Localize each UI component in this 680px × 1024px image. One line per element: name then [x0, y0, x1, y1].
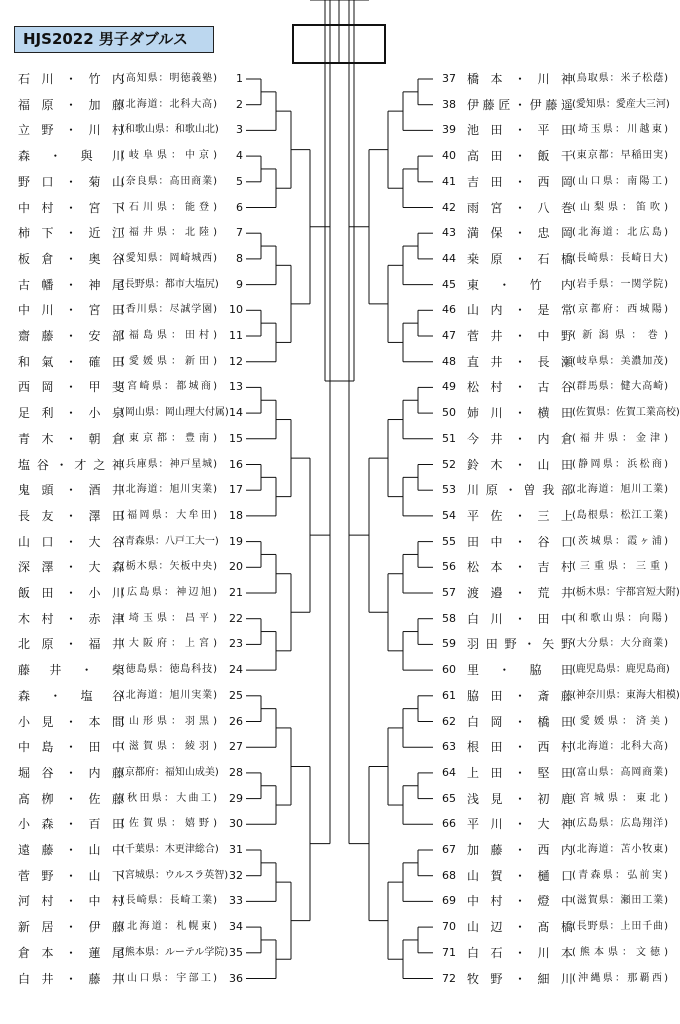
seed-number: 63: [442, 740, 456, 754]
right-entry-40: [0, 147, 680, 165]
seed-number: 65: [442, 791, 456, 805]
school-name: (三重県：三重): [572, 561, 668, 573]
school-name: (和歌山県：向陽): [572, 612, 668, 624]
school-name: (岡山県：岡山理大付属): [121, 407, 229, 419]
seed-number: 31: [229, 843, 243, 856]
seed-number: 17: [229, 483, 243, 497]
player-names: 川原・曽我部: [467, 483, 573, 498]
school-name: (大分県：大分商業): [572, 638, 668, 650]
player-names: 立野・川村: [18, 123, 124, 138]
seed-number: 4: [236, 149, 243, 163]
right-entry-44: [0, 250, 680, 268]
seed-number: 53: [442, 483, 456, 497]
seed-number: 24: [229, 663, 243, 677]
school-name: (埼玉県：川越東): [572, 124, 668, 136]
player-names: 里・脇田: [467, 663, 573, 678]
school-name: (沖縄県：那覇西): [572, 972, 668, 984]
school-name: (島根県：松江工業): [572, 509, 668, 521]
seed-number: 5: [236, 174, 243, 188]
player-names: 満保・忠岡: [467, 226, 573, 241]
player-names: 髙栁・佐藤: [18, 791, 124, 806]
player-names: 高田・飯干: [467, 149, 573, 164]
player-names: 浅見・初鹿: [467, 791, 573, 806]
school-name: (青森県：八戸工大一): [121, 535, 219, 547]
school-name: (長野県：上田千曲): [572, 921, 668, 933]
seed-number: 58: [442, 611, 456, 625]
right-entry-38: [0, 96, 680, 114]
player-names: 松本・吉村: [467, 560, 573, 575]
seed-number: 32: [229, 868, 243, 882]
player-names: 小見・本間: [18, 714, 124, 729]
player-names: 板倉・奥谷: [18, 251, 124, 266]
seed-number: 56: [442, 560, 456, 574]
player-names: 桒原・石橋: [467, 251, 573, 266]
seed-number: 50: [442, 406, 456, 420]
school-name: (栃木県：矢板中央): [121, 561, 217, 573]
school-name: (長崎県：長崎日大): [572, 252, 668, 264]
school-name: (福岡県：大牟田): [121, 509, 217, 521]
school-name: (北海道：旭川実業): [121, 689, 217, 701]
seed-number: 72: [442, 971, 456, 985]
seed-number: 16: [229, 457, 243, 471]
seed-number: 62: [442, 714, 456, 728]
player-names: 木村・赤津: [18, 611, 124, 626]
player-names: 古幡・神尾: [18, 277, 124, 292]
seed-number: 20: [229, 560, 243, 574]
right-entry-61: [0, 687, 680, 705]
school-name: (山口県：宇部工): [121, 972, 217, 984]
seed-number: 14: [229, 406, 243, 420]
player-names: 松村・古谷: [467, 380, 573, 395]
school-name: (福島県：田村): [121, 330, 217, 341]
player-names: 山辺・髙橋: [467, 920, 573, 935]
seed-number: 61: [442, 688, 456, 702]
right-entry-62: [0, 713, 680, 731]
right-entry-64: [0, 764, 680, 782]
player-names: 田中・谷口: [467, 534, 573, 549]
school-name: (高知県：明徳義塾): [121, 73, 217, 84]
player-names: 藤井・柴: [18, 663, 124, 678]
seed-number: 9: [236, 277, 243, 291]
school-name: (滋賀県：綾羽): [121, 741, 217, 753]
right-entry-68: [0, 867, 680, 885]
player-names: 新居・伊藤: [18, 920, 124, 935]
school-name: (福井県：北陸): [121, 227, 217, 239]
school-name: (愛知県：愛産大三河): [572, 98, 670, 110]
right-entry-52: [0, 456, 680, 474]
seed-number: 38: [442, 97, 456, 111]
seed-number: 69: [442, 894, 456, 908]
player-names: 西岡・甲斐: [18, 380, 124, 395]
seed-number: 48: [442, 354, 456, 368]
seed-number: 36: [229, 971, 243, 985]
school-name: (北海道：北科大高): [121, 98, 217, 110]
school-name: (岐阜県：中京): [121, 150, 217, 162]
player-names: 橋本・川神: [467, 72, 573, 86]
player-names: 今井・内倉: [467, 431, 573, 446]
school-name: (兵庫県：神戸星城): [121, 458, 217, 470]
player-names: 倉本・蓮尾: [18, 945, 124, 960]
school-name: (長野県：都市大塩尻): [121, 278, 219, 290]
player-names: 吉田・西岡: [467, 174, 573, 189]
school-name: (秋田県：大曲工): [121, 792, 217, 804]
player-names: 渡邉・荒井: [467, 586, 573, 600]
seed-number: 51: [442, 431, 456, 445]
seed-number: 42: [442, 200, 456, 214]
school-name: (山梨県：笛吹): [572, 201, 668, 213]
right-entry-63: [0, 738, 680, 756]
seed-number: 8: [236, 251, 243, 265]
school-name: (北海道：北科大高): [572, 741, 668, 753]
seed-number: 64: [442, 765, 456, 779]
right-entry-65: [0, 790, 680, 808]
player-names: 白岡・橋田: [467, 714, 573, 729]
right-entry-49: [0, 378, 680, 396]
right-entry-59: [0, 635, 680, 653]
school-name: (北海道：苫小牧東): [572, 844, 668, 855]
school-name: (北海道：札幌東): [121, 921, 217, 933]
player-names: 中川・宮田: [18, 303, 124, 318]
right-entry-71: [0, 944, 680, 962]
right-entry-66: [0, 815, 680, 833]
player-names: 加藤・西内: [467, 843, 573, 857]
right-entry-48: [0, 353, 680, 371]
right-entry-67: [0, 841, 680, 859]
school-name: (広島県：神辺旭): [121, 587, 217, 598]
seed-number: 28: [229, 765, 243, 779]
player-names: 柿下・近江: [18, 226, 124, 241]
seed-number: 22: [229, 611, 243, 625]
school-name: (和歌山県：和歌山北): [121, 124, 219, 136]
player-names: 平佐・三上: [467, 508, 573, 523]
seed-number: 1: [236, 72, 243, 85]
player-names: 鈴木・山田: [467, 457, 573, 472]
seed-number: 47: [442, 329, 456, 342]
player-names: 東・竹内: [467, 277, 573, 292]
school-name: (静岡県：浜松商): [572, 458, 668, 470]
seed-number: 57: [442, 586, 456, 599]
player-names: 山口・大谷: [18, 534, 124, 549]
player-names: 堀谷・内藤: [18, 765, 124, 780]
player-names: 脇田・斎藤: [467, 688, 573, 703]
player-names: 雨宮・八巻: [467, 200, 573, 215]
right-entry-39: [0, 121, 680, 139]
school-name: (香川県：尽誠学園): [121, 304, 217, 316]
player-names: 中村・宮下: [18, 200, 124, 215]
player-names: 白井・藤井: [18, 971, 124, 986]
school-name: (宮城県：ウルスラ英智): [121, 869, 229, 881]
seed-number: 19: [229, 534, 243, 548]
seed-number: 33: [229, 894, 243, 908]
seed-number: 59: [442, 637, 456, 651]
seed-number: 29: [229, 791, 243, 805]
right-entry-56: [0, 558, 680, 576]
player-names: 塩谷・才之神: [18, 457, 124, 472]
right-entry-69: [0, 892, 680, 910]
player-names: 山賀・樋口: [467, 868, 573, 883]
player-names: 直井・長瀬: [467, 354, 573, 369]
seed-number: 23: [229, 637, 243, 651]
right-entry-42: [0, 199, 680, 217]
right-entry-55: [0, 533, 680, 551]
right-entry-54: [0, 507, 680, 525]
school-name: (佐賀県：嬉野): [121, 818, 217, 830]
player-names: 羽田野・矢野: [467, 637, 573, 652]
player-names: 森・塩谷: [18, 688, 124, 703]
school-name: (北海道：旭川実業): [121, 484, 217, 496]
school-name: (山形県：羽黒): [121, 715, 217, 727]
player-names: 菅井・中野: [467, 329, 573, 343]
player-names: 白川・田中: [467, 611, 573, 626]
school-name: (埼玉県：昌平): [121, 612, 217, 624]
player-names: 鬼頭・酒井: [18, 483, 124, 498]
player-names: 白石・川本: [467, 945, 573, 960]
school-name: (滋賀県：瀬田工業): [572, 895, 668, 907]
player-names: 上田・堅田: [467, 765, 573, 780]
right-entry-43: [0, 224, 680, 242]
seed-number: 37: [442, 72, 456, 85]
player-names: 足利・小泉: [18, 406, 124, 421]
seed-number: 12: [229, 354, 243, 368]
school-name: (石川県：能登): [121, 201, 217, 213]
seed-number: 71: [442, 945, 456, 959]
seed-number: 3: [236, 123, 243, 137]
school-name: (茨城県：霞ヶ浦): [572, 535, 668, 547]
player-names: 石川・竹内: [18, 72, 124, 86]
school-name: (東京都：早稲田実): [572, 150, 668, 162]
seed-number: 49: [442, 380, 456, 394]
seed-number: 27: [229, 740, 243, 754]
school-name: (鹿児島県：鹿児島商): [572, 664, 670, 676]
school-name: (徳島県：徳島科技): [121, 664, 217, 676]
player-names: 河村・中村: [18, 894, 124, 909]
player-names: 福原・加藤: [18, 97, 124, 112]
player-names: 池田・平田: [467, 123, 573, 138]
player-names: 長友・澤田: [18, 508, 124, 523]
right-entry-47: [0, 327, 680, 345]
school-name: (京都府：西城陽): [572, 304, 668, 316]
player-names: 平川・大神: [467, 817, 573, 832]
right-entry-46: [0, 301, 680, 319]
school-name: (佐賀県：佐賀工業高校): [572, 407, 680, 419]
seed-number: 2: [236, 97, 243, 111]
seed-number: 15: [229, 431, 243, 445]
seed-number: 40: [442, 149, 456, 163]
school-name: (千葉県：木更津総合): [121, 844, 219, 855]
right-entry-41: [0, 173, 680, 191]
seed-number: 10: [229, 303, 243, 317]
player-names: 北原・福井: [18, 637, 124, 652]
school-name: (神奈川県：東海大相模): [572, 689, 680, 701]
school-name: (青森県：弘前実): [572, 869, 668, 881]
school-name: (宮崎県：都城商): [121, 381, 217, 393]
player-names: 中村・燈中: [467, 894, 573, 909]
player-names: 野口・菊山: [18, 174, 124, 189]
seed-number: 55: [442, 534, 456, 548]
right-entry-57: [0, 584, 680, 602]
school-name: (栃木県：宇都宮短大附): [572, 587, 680, 598]
seed-number: 11: [229, 329, 243, 342]
seed-number: 54: [442, 508, 456, 522]
seed-number: 68: [442, 868, 456, 882]
seed-number: 45: [442, 277, 456, 291]
seed-number: 46: [442, 303, 456, 317]
school-name: (東京都：豊南): [121, 432, 217, 444]
right-entry-72: [0, 970, 680, 988]
player-names: 中島・田中: [18, 740, 124, 755]
school-name: (岐阜県：美濃加茂): [572, 355, 668, 367]
seed-number: 43: [442, 226, 456, 240]
school-name: (北海道：旭川工業): [572, 484, 668, 496]
seed-number: 52: [442, 457, 456, 471]
player-names: 飯田・小川: [18, 586, 124, 600]
school-name: (愛媛県：新田): [121, 355, 217, 367]
seed-number: 67: [442, 843, 456, 856]
right-entry-70: [0, 918, 680, 936]
player-names: 伊藤匠・伊藤遥: [467, 97, 573, 112]
school-name: (広島県：広島翔洋): [572, 818, 668, 830]
seed-number: 44: [442, 251, 456, 265]
seed-number: 66: [442, 817, 456, 831]
school-name: (奈良県：高田商業): [121, 175, 217, 187]
seed-number: 6: [236, 200, 243, 214]
seed-number: 70: [442, 920, 456, 934]
school-name: (京都府：福知山成美): [121, 766, 219, 778]
school-name: (大阪府：上宮): [121, 638, 217, 650]
seed-number: 30: [229, 817, 243, 831]
player-names: 森・與川: [18, 149, 124, 164]
school-name: (熊本県：ルーテル学院): [121, 946, 229, 958]
right-entry-37: [0, 70, 680, 88]
seed-number: 39: [442, 123, 456, 137]
bracket-title: HJS2022 男子ダブルス: [14, 26, 214, 53]
seed-number: 34: [229, 920, 243, 934]
right-entry-53: [0, 481, 680, 499]
seed-number: 35: [229, 945, 243, 959]
school-name: (長崎県：長崎工業): [121, 895, 217, 907]
player-names: 山内・是常: [467, 303, 573, 318]
school-name: (鳥取県：米子松蔭): [572, 73, 668, 84]
school-name: (愛知県：岡崎城西): [121, 252, 217, 264]
school-name: (愛媛県：済美): [572, 715, 668, 727]
player-names: 菅野・山下: [18, 868, 124, 883]
player-names: 根田・西村: [467, 740, 573, 755]
school-name: (北海道：北広島): [572, 227, 668, 239]
school-name: (新潟県：巻): [572, 330, 668, 341]
right-entry-58: [0, 610, 680, 628]
player-names: 深澤・大森: [18, 560, 124, 575]
seed-number: 21: [229, 586, 243, 599]
seed-number: 7: [236, 226, 243, 240]
school-name: (福井県：金津): [572, 432, 668, 444]
player-names: 姉川・横田: [467, 406, 573, 421]
seed-number: 60: [442, 663, 456, 677]
player-names: 小森・百田: [18, 817, 124, 832]
school-name: (富山県：高岡商業): [572, 766, 668, 778]
school-name: (宮城県：東北): [572, 792, 668, 804]
player-names: 和氣・確田: [18, 354, 124, 369]
school-name: (熊本県：文徳): [572, 946, 668, 958]
right-entry-50: [0, 404, 680, 422]
seed-number: 41: [442, 174, 456, 188]
right-entry-60: [0, 661, 680, 679]
school-name: (岩手県：一関学院): [572, 278, 668, 290]
player-names: 牧野・細川: [467, 971, 573, 986]
right-entry-45: [0, 276, 680, 294]
seed-number: 26: [229, 714, 243, 728]
school-name: (群馬県：健大高崎): [572, 381, 668, 393]
right-entry-51: [0, 430, 680, 448]
seed-number: 13: [229, 380, 243, 394]
seed-number: 25: [229, 688, 243, 702]
seed-number: 18: [229, 508, 243, 522]
player-names: 青木・朝倉: [18, 431, 124, 446]
school-name: (山口県：南陽工): [572, 175, 668, 187]
player-names: 遠藤・山中: [18, 843, 124, 857]
player-names: 齋藤・安部: [18, 329, 124, 343]
